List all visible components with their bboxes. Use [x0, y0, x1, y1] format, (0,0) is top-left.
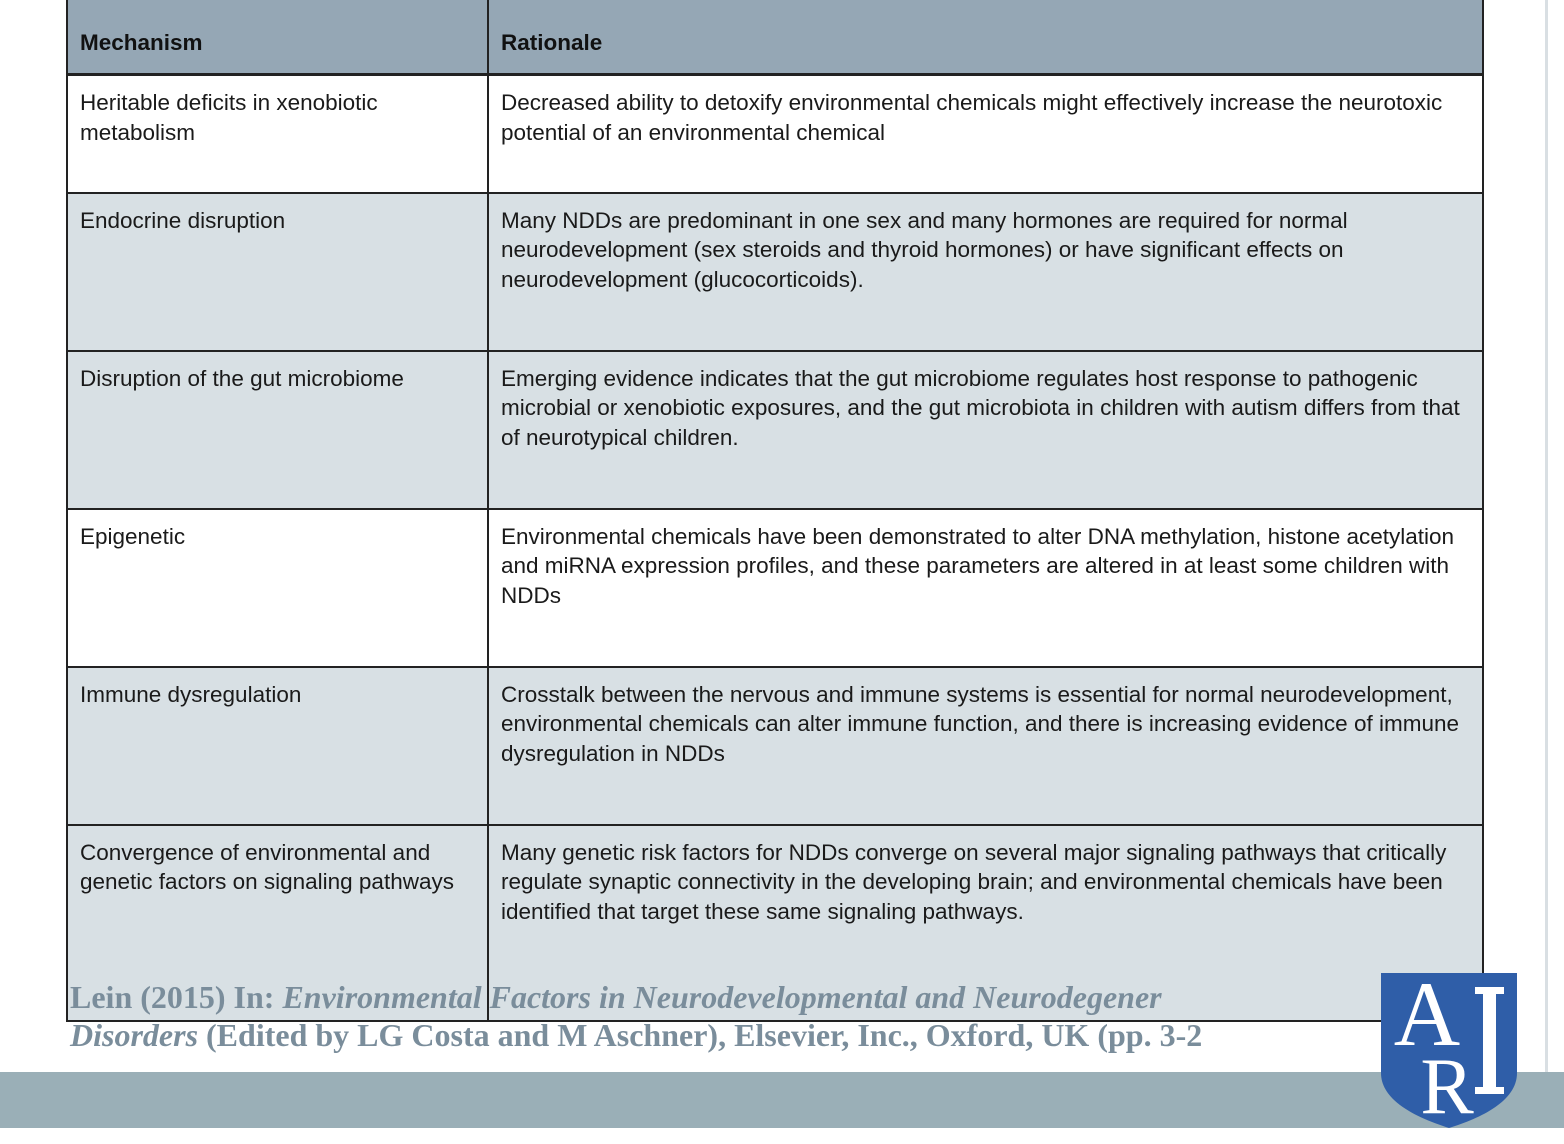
bottom-margin — [0, 1128, 1564, 1144]
ari-logo-icon — [1381, 973, 1517, 1128]
mechanism-cell: Heritable deficits in xenobiotic metabolism — [67, 75, 488, 193]
rationale-cell: Many NDDs are predominant in one sex and many hormones are required for normal neurodevelopment (sex steroids and thyroid hormones) or have significant effects on neurodevelopment (glucocorticoids). — [488, 193, 1483, 351]
svg-text:A: A — [1393, 973, 1461, 1065]
citation-line-2 — [70, 1016, 1390, 1054]
mechanism-cell: Convergence of environmental and genetic factors on signaling pathways — [67, 825, 488, 1021]
slide-right-edge — [1545, 0, 1548, 1144]
footer-bar — [0, 1072, 1564, 1128]
rationale-cell: Emerging evidence indicates that the gut microbiome regulates host response to pathogenic microbial or xenobiotic exposures, and the gut microbiota in children with autism differs from that of neurotypical children. — [488, 351, 1483, 509]
citation — [70, 978, 1390, 1054]
mechanism-cell: Immune dysregulation — [67, 667, 488, 825]
rationale-cell: Crosstalk between the nervous and immune systems is essential for normal neurodevelopment, environmental chemicals can alter immune function, and there is increasing evidence of immune dysregulation in NDDs — [488, 667, 1483, 825]
rationale-cell: Many genetic risk factors for NDDs converge on several major signaling pathways that critically regulate synaptic connectivity in the developing brain; and environmental chemicals have been identified that target these same signaling pathways. — [488, 825, 1483, 1021]
citation-line-1 — [70, 978, 1390, 1016]
mechanism-table — [66, 0, 1484, 1022]
mechanism-cell: Epigenetic — [67, 509, 488, 667]
mechanism-table-container — [66, 0, 1482, 1022]
header-rationale: Rationale — [488, 0, 1483, 75]
citation-publisher: (Edited by LG Costa and M Aschner), Elsevier, Inc., Oxford, UK (pp. 3-2 — [198, 1017, 1203, 1053]
table-row — [67, 667, 1483, 825]
rationale-cell: Decreased ability to detoxify environmental chemicals might effectively increase the neurotoxic potential of an environmental chemical — [488, 75, 1483, 193]
citation-author: Lein (2015) In: — [70, 979, 283, 1015]
mechanism-cell: Endocrine disruption — [67, 193, 488, 351]
header-mechanism: Mechanism — [67, 0, 488, 75]
table-row — [67, 75, 1483, 193]
table-header-row — [67, 0, 1483, 75]
table-row — [67, 193, 1483, 351]
rationale-cell: Environmental chemicals have been demonstrated to alter DNA methylation, histone acetylation and miRNA expression profiles, and these parameters are altered in at least some children with NDDs — [488, 509, 1483, 667]
table-row — [67, 509, 1483, 667]
mechanism-cell: Disruption of the gut microbiome — [67, 351, 488, 509]
table-row — [67, 351, 1483, 509]
citation-book-title-cont: Disorders — [70, 1017, 199, 1053]
citation-book-title: Environmental Factors in Neurodevelopmental and Neurodegener — [282, 979, 1162, 1015]
svg-text:R: R — [1420, 1043, 1474, 1128]
